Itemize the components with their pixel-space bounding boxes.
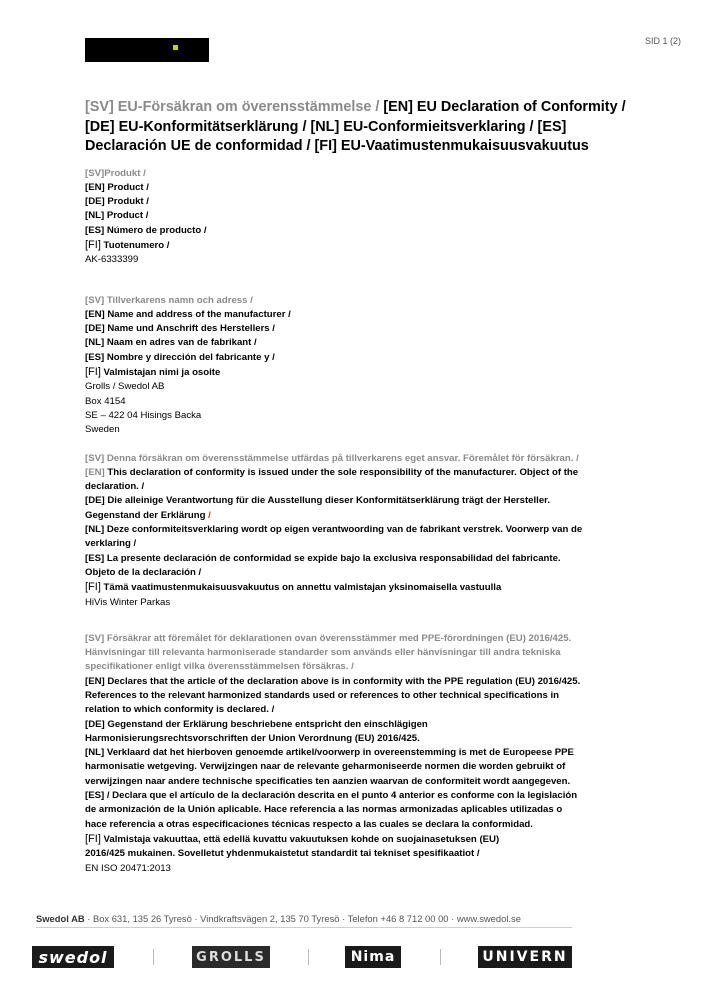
brand-logo-nima: Nima	[345, 946, 401, 968]
responsibility-de: [DE] Die alleinige Verantwortung für die Ausstellung dieser Konformitätserklärung trägt der Hersteller.	[85, 495, 551, 507]
ppe-section	[85, 632, 645, 876]
declaration-object: HiVis Winter Parkas	[85, 596, 171, 608]
ppe-fi-tag: [FI]	[85, 832, 101, 845]
ppe-de: [DE] Gegenstand der Erklärung beschriebene entspricht den einschlägigen	[85, 718, 428, 730]
responsibility-nl: [NL] Deze conformiteitsverklaring wordt op eigen verantwoording van de fabrikant verstrek. Voorwerp van de	[85, 524, 583, 536]
product-fi-tag: [FI]	[85, 238, 101, 251]
product-label-fi: Tuotenumero /	[100, 239, 170, 251]
logo-accent-dot	[173, 45, 178, 50]
footer-details: · Box 631, 135 26 Tyresö · Vindkraftsvägen 2, 135 70 Tyresö · Telefon +46 8 712 00 00 · www.swedol.se	[84, 913, 521, 924]
ppe-en-cont: References to the relevant harmonized standards used or references to other technical specifications in	[85, 690, 559, 701]
product-label-en: [EN] Product /	[85, 181, 149, 193]
document-body	[85, 98, 645, 887]
product-label-nl: [NL] Product /	[85, 210, 149, 222]
responsibility-nl-cont: verklaring /	[85, 538, 137, 550]
harmonized-standard: EN ISO 20471:2013	[85, 862, 171, 874]
address-line: Grolls / Swedol AB	[85, 381, 165, 393]
responsibility-fi-tag: [FI]	[85, 581, 101, 594]
ppe-es-cont: hace referencia a otras especificaciones técnicas respecto a las cuales se declara la conformidad.	[85, 818, 533, 830]
product-label-de: [DE] Produkt /	[85, 196, 149, 208]
responsibility-en-tag: [EN]	[85, 466, 105, 478]
ppe-nl-cont: verwijzingen naar andere technische specificaties ten aanzien waarvan de conformiteit wordt aangegeven.	[85, 775, 571, 787]
product-number: AK-6333399	[85, 254, 139, 266]
address-line: Box 4154	[85, 395, 126, 407]
company-logo	[85, 38, 209, 62]
manufacturer-label-sv: [SV] Tillverkarens namn och adress /	[85, 294, 253, 306]
manufacturer-label-nl: [NL] Naam en adres van de fabrikant /	[85, 337, 257, 349]
page-number: SID 1 (2)	[644, 36, 681, 46]
title-sv: [SV] EU-Försäkran om överensstämmelse /	[85, 99, 380, 115]
responsibility-es-cont: Objeto de la declaración /	[85, 566, 202, 578]
ppe-en-cont: relation to which conformity is declared. /	[85, 704, 275, 716]
manufacturer-fi-tag: [FI]	[85, 366, 101, 379]
manufacturer-label-de: [DE] Name und Anschrift des Herstellers /	[85, 323, 275, 335]
manufacturer-label-en: [EN] Name and address of the manufacturer /	[85, 308, 291, 320]
ppe-nl: [NL] Verklaard dat het hierboven genoemde artikel/voorwerp in overeenstemming is met de Europeese PPE	[85, 747, 574, 759]
product-label-sv: [SV]Produkt /	[85, 167, 146, 179]
brand-separator	[153, 949, 154, 965]
ppe-es: [ES] / Declara que el artículo de la declaración descrita en el punto 4 anterior es conforme con la legislación	[85, 790, 578, 802]
title-line-3: Declaración UE de conformidad / [FI] EU-Vaatimustenmukaisuusvakuutus	[85, 138, 589, 154]
brand-separator	[440, 949, 441, 965]
document-title	[85, 98, 645, 157]
brand-logo-grolls: GROLLS	[192, 946, 270, 968]
footer-divider	[36, 927, 572, 928]
responsibility-es: [ES] La presente declaración de conformidad se expide bajo la exclusiva responsabilidad del fabricante.	[85, 552, 561, 564]
responsibility-en-cont: declaration. /	[85, 481, 145, 493]
ppe-fi: Valmistaja vakuuttaa, että edellä kuvattu vakuutuksen kohde on suojainasetuksen (EU)	[100, 833, 500, 845]
responsibility-section	[85, 452, 645, 610]
manufacturer-label-fi: Valmistajan nimi ja osoite	[100, 367, 221, 379]
brand-logo-swedol: swedol	[32, 946, 114, 968]
manufacturer-label-es: [ES] Nombre y dirección del fabricante y /	[85, 351, 275, 363]
brand-logos	[0, 946, 707, 970]
brand-logo-univern: UNIVERN	[478, 946, 572, 968]
ppe-en: [EN] Declares that the article of the declaration above is in conformity with the PPE regulation (EU) 2016/425.	[85, 675, 581, 687]
ppe-nl-cont: harmonisatie wetgeving. Verwijzingen naar de relevante geharmoniseerde normen die worden gebruikt of	[85, 761, 566, 773]
brand-separator	[308, 949, 309, 965]
responsibility-en: This declaration of conformity is issued under the sole responsibility of the manufacturer. Object of the	[104, 466, 579, 478]
ppe-es-cont: de armonización de la Unión aplicable. Hace referencia a las normas armonizadas aplicables utilizadas o	[85, 804, 563, 816]
title-en: [EN] EU Declaration of Conformity /	[379, 99, 626, 115]
ppe-sv-cont: specifikationer enligt vilka överensstämmelsen försäkras. /	[85, 661, 354, 673]
ppe-sv: [SV] Försäkrar att föremålet för deklarationen ovan överensstämmer med PPE-förordningen (EU) 2016/425.	[85, 632, 572, 644]
product-section	[85, 167, 645, 268]
ppe-de-cont: Harmonisierungsrechtsvorschriften der Union Verordnung (EU) 2016/425.	[85, 732, 420, 744]
footer-contact	[36, 913, 521, 924]
responsibility-de-cont: Gegenstand der Erklärung	[85, 509, 209, 521]
ppe-fi-cont: 2016/425 mukainen. Sovelletut yhdenmukaistetut standardit tai tekniset spesifikaatiot /	[85, 848, 480, 860]
ppe-sv-cont: Hänvisningar till relevanta harmoniserade standarder som används eller hänvisningar till andra tekniska	[85, 647, 561, 659]
address-line: Sweden	[85, 424, 120, 436]
footer-company: Swedol AB	[36, 913, 85, 924]
responsibility-sv: [SV] Denna försäkran om överensstämmelse utfärdas på tillverkarens eget ansvar. Föremålet för försäkran. /	[85, 452, 579, 464]
red-slash: /	[208, 509, 211, 521]
address-line: SE – 422 04 Hisings Backa	[85, 409, 202, 421]
product-label-es: [ES] Número de producto /	[85, 224, 207, 236]
title-line-2: [DE] EU-Konformitätserklärung / [NL] EU-Conformieitsverklaring / [ES]	[85, 118, 567, 135]
manufacturer-section	[85, 294, 645, 438]
responsibility-fi: Tämä vaatimustenmukaisuusvakuutus on annettu valmistajan yksinomaisella vastuulla	[100, 582, 502, 594]
